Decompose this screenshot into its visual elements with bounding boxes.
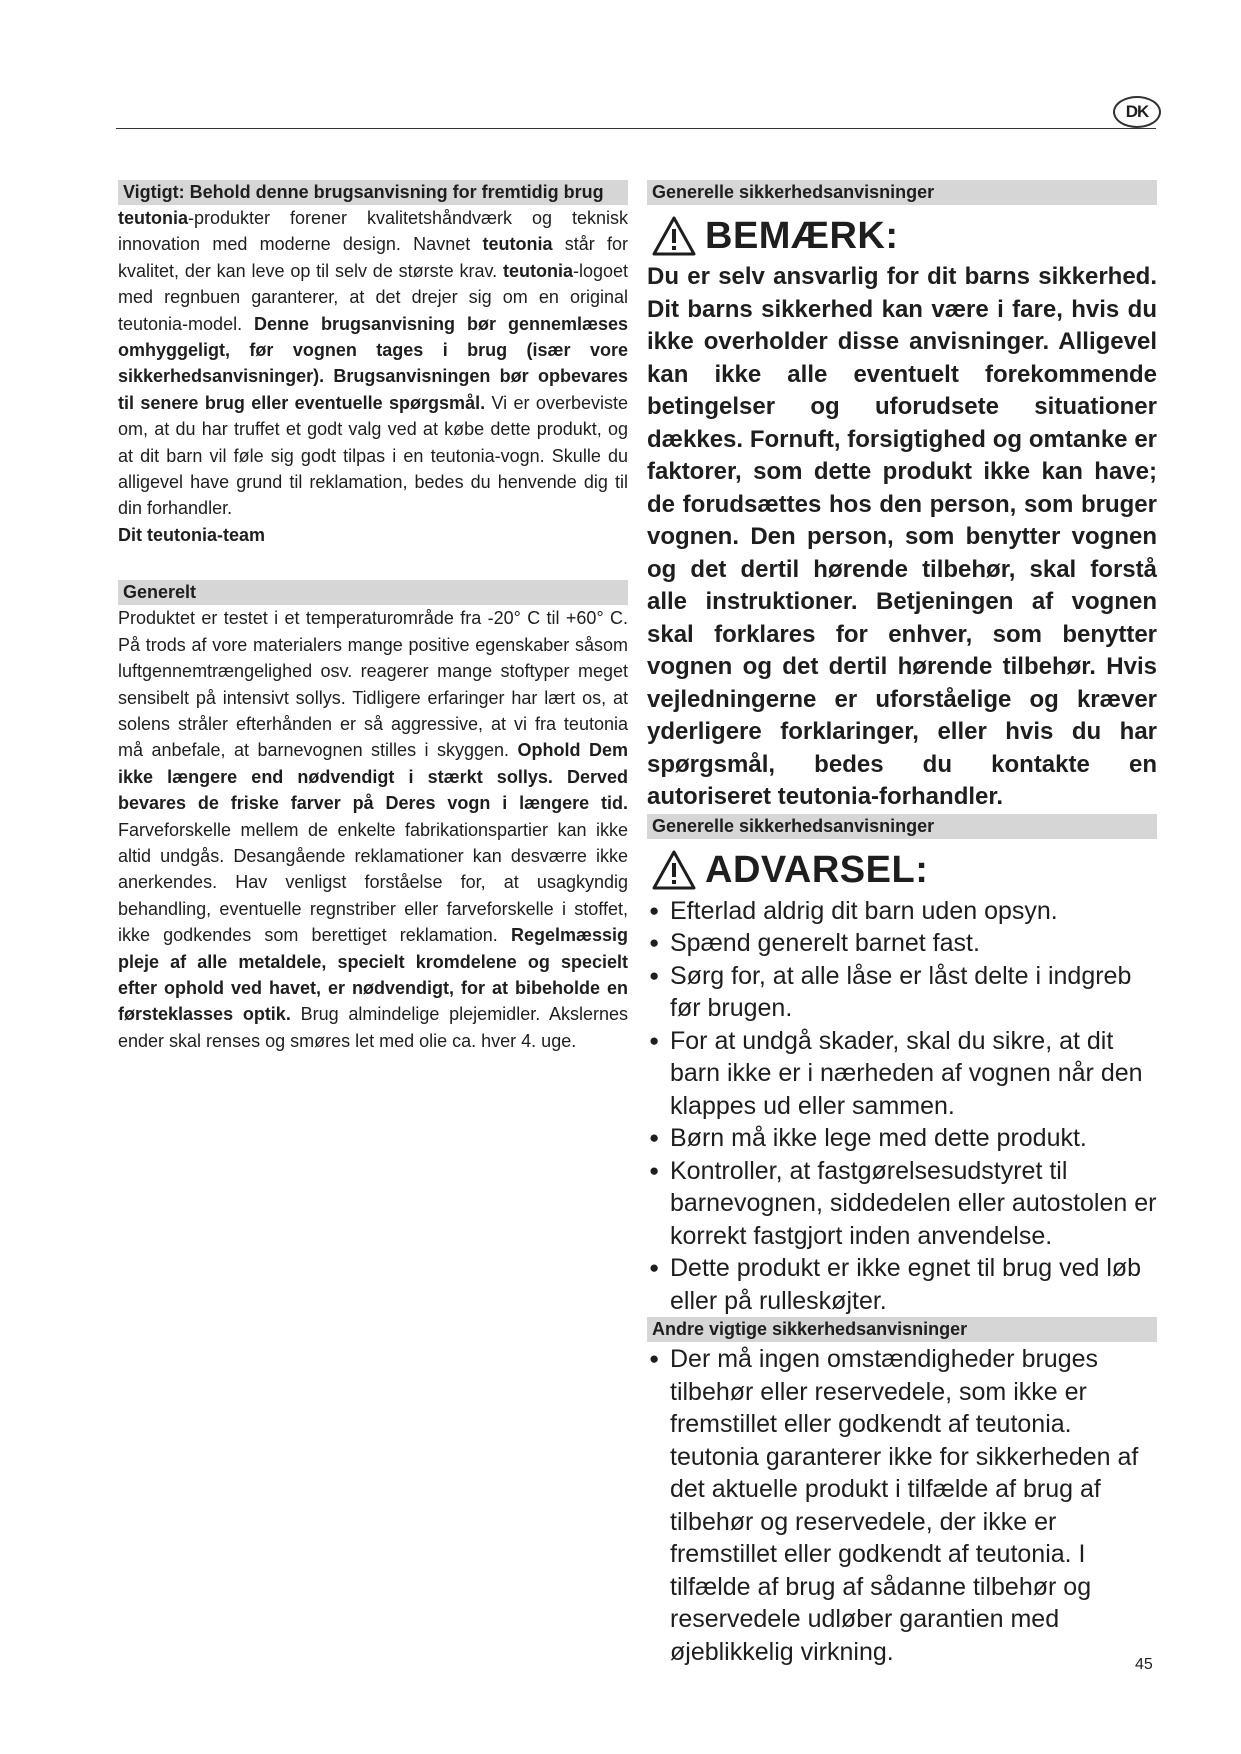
language-badge: DK <box>1113 96 1161 128</box>
list-item: ● Sørg for, at alle låse er låst delte i indgreb før brugen. <box>647 960 1157 1025</box>
warning-list <box>647 895 1157 1318</box>
safety-heading-1: Generelle sikkerhedsanvisninger <box>647 180 1157 205</box>
brand-name: teutonia <box>482 234 553 255</box>
warning-title: ADVARSEL: <box>651 849 1157 891</box>
list-item: ● Børn må ikke lege med dette produkt. <box>647 1122 1157 1155</box>
note-text: Du er selv ansvarlig for dit barns sikkerhed. Dit barns sikkerhed kan være i fare, hvis du ikke overholder disse anvisninger. Alligevel kan ikke alle eventuelt forekommende betingelser og uforudsete situationer dækkes. Fornuft, forsigtighed og omtanke er faktorer, som dette produkt ikke kan have; de forudsættes hos den person, som bruger vognen. Den person, som benytter vognen og det dertil hørende tilbehør, skal forstå alle instruktioner. Betjeningen af vognen skal forklares for enhver, som benytter vognen og det dertil hørende tilbehør. Hvis vejledningerne er uforståelige og kræver yderligere forklaringer, eller hvis du har spørgsmål, bedes du kontakte en autoriseret teutonia-forhandler. <box>647 263 1157 810</box>
warning-triangle-icon <box>651 849 697 891</box>
list-item: ● Spænd generelt barnet fast. <box>647 927 1157 960</box>
intro-paragraph: teutonia-produkter forener kvalitetshåndværk og teknisk innovation med moderne design. Navnet teutonia står for kvalitet, der kan leve op til selv de største krav. teutonia-logoet med regnbuen garanterer, at det drejer sig om en original teutonia-model. Denne brugsanvisning bør gennemlæses omhyggeligt, før vognen tages i brug (især vore sikkerhedsanvisninger). Brugsanvisningen bør opbevares til senere brug eller eventuelle spørgsmål. Vi er overbeviste om, at du har truffet et godt valg ved at købe dette produkt, og at dit barn vil føle sig godt tilpas i en teutonia-vogn. Skulle du alligevel have grund til reklamation, bedes du henvende dig til din forhandler. <box>118 208 629 519</box>
list-item: ● Dette produkt er ikke egnet til brug ved løb eller på rulleskøjter. <box>647 1252 1157 1317</box>
right-column <box>647 180 1157 1668</box>
signature: Dit teutonia-team <box>118 524 266 545</box>
intro-heading: Vigtigt: Behold denne brugsanvisning for fremtidig brug <box>118 180 628 205</box>
other-safety-heading: Andre vigtige sikkerhedsanvisninger <box>647 1317 1157 1342</box>
list-item: ● Kontroller, at fastgørelsesudstyret til barnevognen, siddedelen eller autostolen er korrekt fastgjort inden anvendelse. <box>647 1155 1157 1253</box>
note-title: BEMÆRK: <box>651 215 1157 257</box>
safety-heading-2: Generelle sikkerhedsanvisninger <box>647 814 1157 839</box>
general-heading: Generelt <box>118 580 628 605</box>
page-number: 45 <box>1135 1656 1153 1673</box>
list-item: ● Der må ingen omstændigheder bruges tilbehør eller reservedele, som ikke er fremstillet eller godkendt af teutonia. teutonia garanterer ikke for sikkerheden af det aktuelle produkt i tilfælde af brug af tilbehør og reservedele, der ikke er fremstillet eller godkendt af teutonia. I tilfælde af brug af sådanne tilbehør og reservedele udløber garantien med øjeblikkelig virkning. <box>647 1343 1157 1668</box>
list-item: ● For at undgå skader, skal du sikre, at dit barn ikke er i nærheden af vognen når den klappes ud eller sammen. <box>647 1025 1157 1123</box>
brand-name: teutonia <box>118 208 188 228</box>
general-paragraph: Produktet er testet i et temperaturområde fra -20° C til +60° C. På trods af vore materialers mange positive egenskaber såsom luftgennemtrængelighed osv. reagerer mange stoftyper meget sensibelt på intensivt sollys. Tidligere erfaringer har lært os, at solens stråler efterhånden er så aggressive, at vi fra teutonia må anbefale, at barnevognen stilles i skyggen. Ophold Dem ikke længere end nødvendigt i stærkt sollys. Derved bevares de friske farver på Deres vogn i længere tid. Farveforskelle mellem de enkelte fabrikationspartier kan ikke altid undgås. Desangående reklamationer kan desværre ikke anerkendes. Hav venligst forståelse for, at usagkyndig behandling, eventuelle regnstriber eller farveforskelle i stoffet, ikke godkendes som berettiget reklamation. Regelmæssig pleje af alle metaldele, specielt kromdelene og specielt efter ophold ved havet, er nødvendigt, for at bibeholde en førsteklasses optik. Brug almindelige plejemidler. Akslernes ender skal renses og smøres let med olie ca. hver 4. uge. <box>118 608 628 1051</box>
header-rule <box>116 128 1156 129</box>
list-item: ● Efterlad aldrig dit barn uden opsyn. <box>647 895 1157 928</box>
brand-name: teutonia <box>502 260 573 281</box>
left-column <box>118 180 628 1054</box>
other-safety-list <box>647 1343 1157 1668</box>
warning-triangle-icon <box>651 215 697 257</box>
